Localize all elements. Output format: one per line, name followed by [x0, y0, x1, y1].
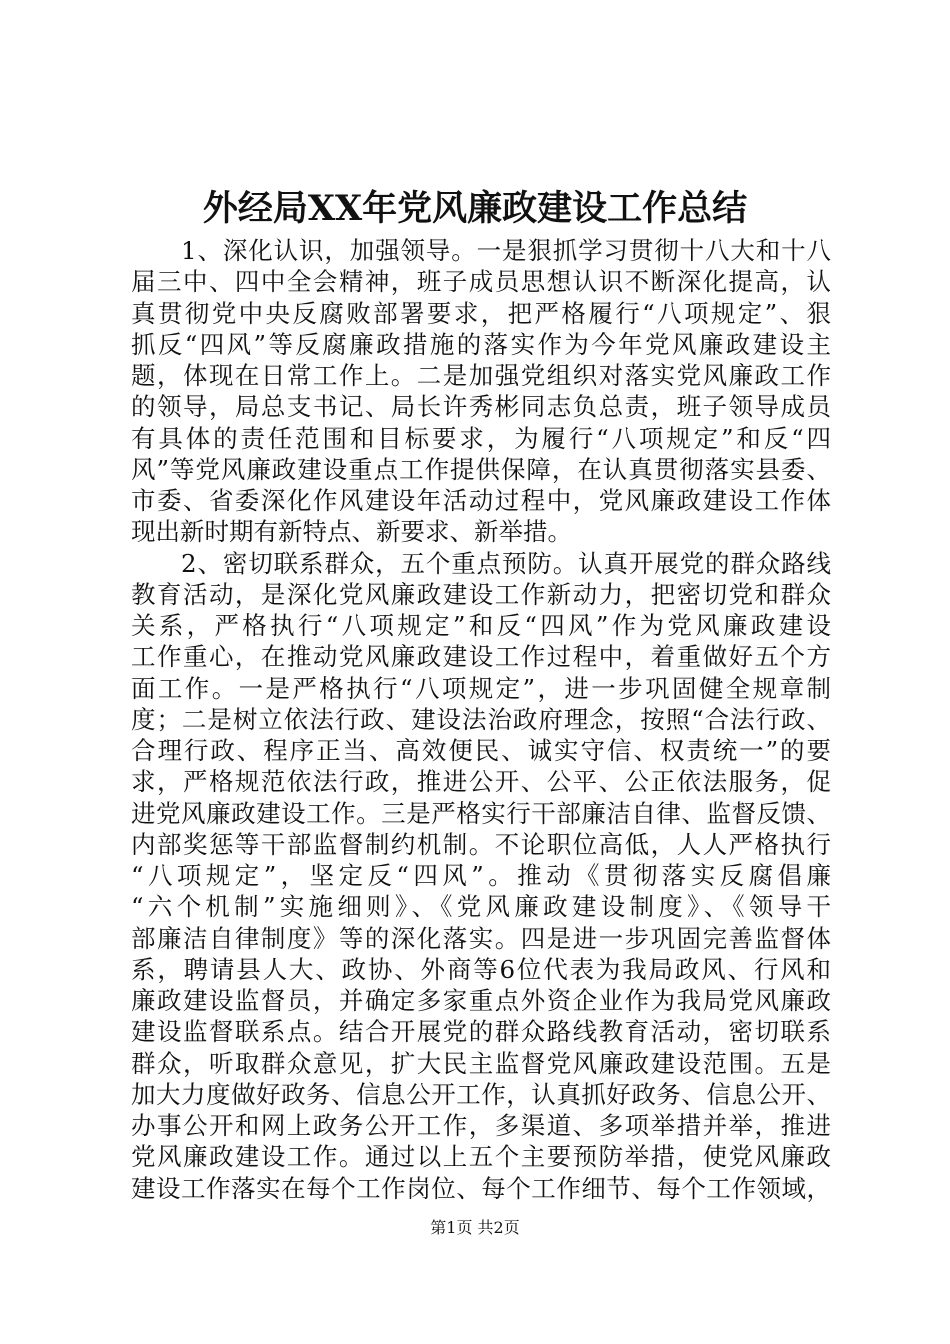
- paragraph-line: 部廉洁自律制度》等的深化落实。四是进一步巩固完善监督体: [131, 923, 831, 953]
- document-title: 外经局XX年党风廉政建设工作总结: [202, 188, 748, 229]
- paragraph-line: “八项规定”，坚定反“四风”。推动《贯彻落实反腐倡廉: [131, 861, 831, 890]
- paragraph-line: 2、密切联系群众，五个重点预防。认真开展党的群众路线: [181, 548, 831, 578]
- paragraph-line: 届三中、四中全会精神，班子成员思想认识不断深化提高，认: [131, 267, 831, 297]
- paragraph-line: 度；二是树立依法行政、建设法治政府理念，按照“合法行政、: [131, 704, 831, 734]
- paragraph-line: 廉政建设监督员，并确定多家重点外资企业作为我局党风廉政: [131, 986, 831, 1015]
- paragraph-line: 1、深化认识，加强领导。一是狠抓学习贯彻十八大和十八: [181, 236, 831, 265]
- paragraph-line: 教育活动，是深化党风廉政建设工作新动力，把密切党和群众: [131, 579, 831, 609]
- paragraph-line: 真贯彻党中央反腐败部署要求，把严格履行“八项规定”、狠: [131, 298, 831, 328]
- paragraph-line: 建设工作落实在每个工作岗位、每个工作细节、每个工作领域，: [131, 1173, 831, 1203]
- paragraph-line: 的领导，局总支书记、局长许秀彬同志负总责，班子领导成员: [131, 392, 831, 422]
- paragraph-line: 抓反“四风”等反腐廉政措施的落实作为今年党风廉政建设主: [131, 329, 831, 359]
- paragraph-line: 题，体现在日常工作上。二是加强党组织对落实党风廉政工作: [131, 361, 831, 390]
- paragraph-line: 群众，听取群众意见，扩大民主监督党风廉政建设范围。五是: [131, 1048, 831, 1078]
- paragraph-line: 现出新时期有新特点、新要求、新举措。: [131, 517, 572, 547]
- paragraph-line: 风”等党风廉政建设重点工作提供保障，在认真贯彻落实县委、: [131, 454, 831, 484]
- paragraph-line: 建设监督联系点。结合开展党的群众路线教育活动，密切联系: [131, 1017, 831, 1047]
- paragraph-line: 有具体的责任范围和目标要求，为履行“八项规定”和反“四: [131, 423, 831, 453]
- paragraph-line: 求，严格规范依法行政，推进公开、公平、公正依法服务，促: [131, 767, 831, 797]
- page-indicator: 第1页 共2页: [430, 1218, 520, 1237]
- paragraph-line: 党风廉政建设工作。通过以上五个主要预防举措，使党风廉政: [131, 1142, 831, 1172]
- paragraph-line: 合理行政、程序正当、高效便民、诚实守信、权责统一”的要: [131, 736, 831, 765]
- paragraph-line: 进党风廉政建设工作。三是严格实行干部廉洁自律、监督反馈、: [131, 798, 831, 828]
- paragraph-line: 面工作。一是严格执行“八项规定”，进一步巩固健全规章制: [131, 673, 831, 703]
- paragraph-line: 内部奖惩等干部监督制约机制。不论职位高低，人人严格执行: [131, 829, 831, 859]
- paragraph-line: 系，聘请县人大、政协、外商等6位代表为我局政风、行风和: [131, 954, 831, 984]
- paragraph-line: 关系，严格执行“八项规定”和反“四风”作为党风廉政建设: [131, 611, 831, 640]
- paragraph-line: 工作重心，在推动党风廉政建设工作过程中，着重做好五个方: [131, 642, 831, 672]
- paragraph-line: 市委、省委深化作风建设年活动过程中，党风廉政建设工作体: [131, 486, 831, 515]
- paragraph-line: “六个机制”实施细则》、《党风廉政建设制度》、《领导干: [131, 892, 831, 922]
- paragraph-line: 加大力度做好政务、信息公开工作，认真抓好政务、信息公开、: [131, 1079, 831, 1109]
- document-body: [131, 235, 831, 1204]
- paragraph-line: 办事公开和网上政务公开工作，多渠道、多项举措并举，推进: [131, 1111, 831, 1140]
